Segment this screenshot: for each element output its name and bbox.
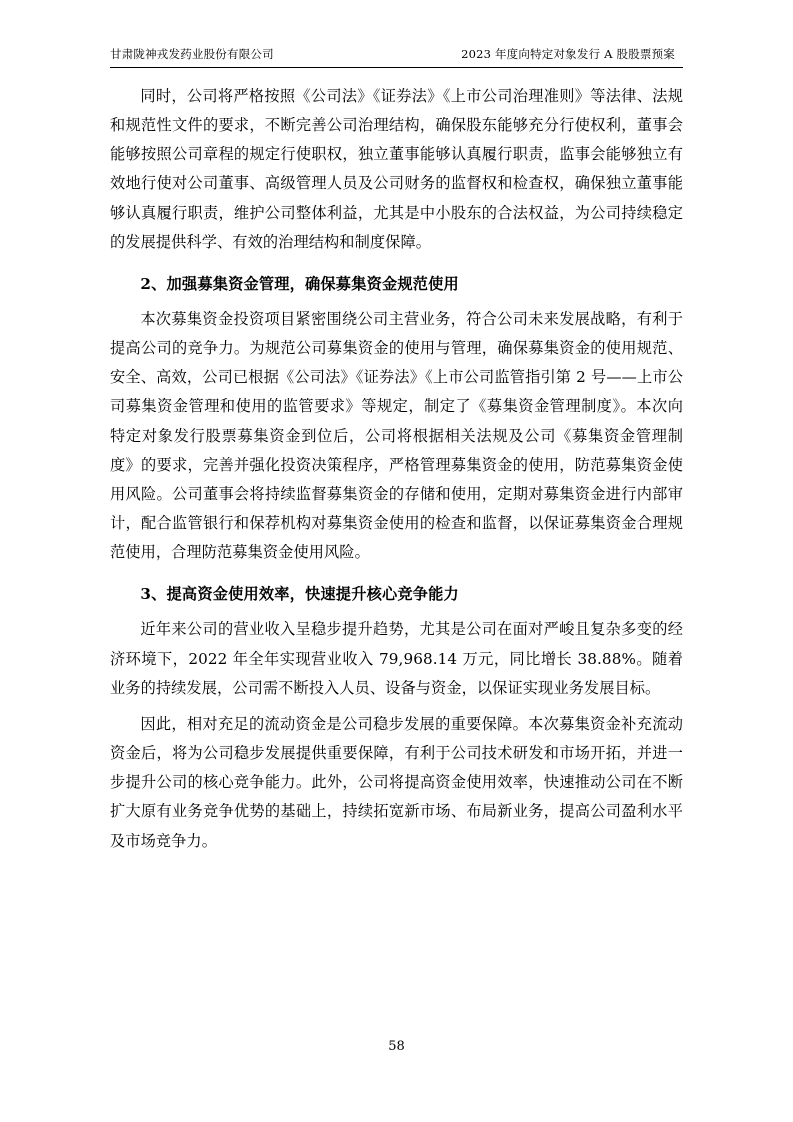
heading-capital-efficiency: 3、提高资金使用效率，快速提升核心竞争能力 (140, 585, 459, 604)
page-number: 58 (388, 1039, 405, 1054)
document-body (110, 68, 683, 856)
heading-fund-management: 2、加强募集资金管理，确保募集资金规范使用 (140, 274, 459, 293)
paragraph-fund-management: 本次募集资金投资项目紧密围绕公司主营业务，符合公司未来发展战略，有利于提高公司的竞争力。为规范公司募集资金的使用与管理，确保募集资金的使用规范、安全、高效，公司已根据《公司法》《证券法》《上市公司监管指引第 2 号——上市公司募集资金管理和使用的监管要求》等规定，制定了《募集资金管理制度》。本次向特定对象发行股票募集资金到位后，公司将根据相关法规及公司《募集资金管理制度》的要求，完善并强化投资决策程序，严格管理募集资金的使用，防范募集资金使用风险。公司董事会将持续监督募集资金的存储和使用，定期对募集资金进行内部审计，配合监管银行和保荐机构对募集资金使用的检查和监督，以保证募集资金合理规范使用，合理防范募集资金使用风险。 (110, 309, 683, 562)
paragraph-revenue-growth: 近年来公司的营业收入呈稳步提升趋势，尤其是公司在面对严峻且复杂多变的经济环境下，2022 年全年实现营业收入 79,968.14 万元，同比增长 38.88%。随着业务的持续发展，公司需不断投入人员、设备与资金，以保证实现业务发展目标。 (110, 620, 683, 697)
header-document-title: 2023 年度向特定对象发行 A 股股票预案 (461, 47, 675, 61)
paragraph-liquidity: 因此，相对充足的流动资金是公司稳步发展的重要保障。本次募集资金补充流动资金后，将为公司稳步发展提供重要保障，有利于公司技术研发和市场开拓，并进一步提升公司的核心竞争能力。此外，公司将提高资金使用效率，快速推动公司在不断扩大原有业务竞争优势的基础上，持续拓宽新市场、布局新业务，提高公司盈利水平及市场竞争力。 (110, 714, 683, 850)
page-header (110, 48, 683, 68)
header-company-name: 甘肃陇神戎发药业股份有限公司 (110, 47, 274, 61)
paragraph-governance: 同时，公司将严格按照《公司法》《证券法》《上市公司治理准则》等法律、法规和规范性文件的要求，不断完善公司治理结构，确保股东能够充分行使权利，董事会能够按照公司章程的规定行使职权，独立董事能够认真履行职责，监事会能够独立有效地行使对公司董事、高级管理人员及公司财务的监督权和检查权，确保独立董事能够认真履行职责，维护公司整体利益，尤其是中小股东的合法权益，为公司持续稳定的发展提供科学、有效的治理结构和制度保障。 (110, 86, 683, 251)
